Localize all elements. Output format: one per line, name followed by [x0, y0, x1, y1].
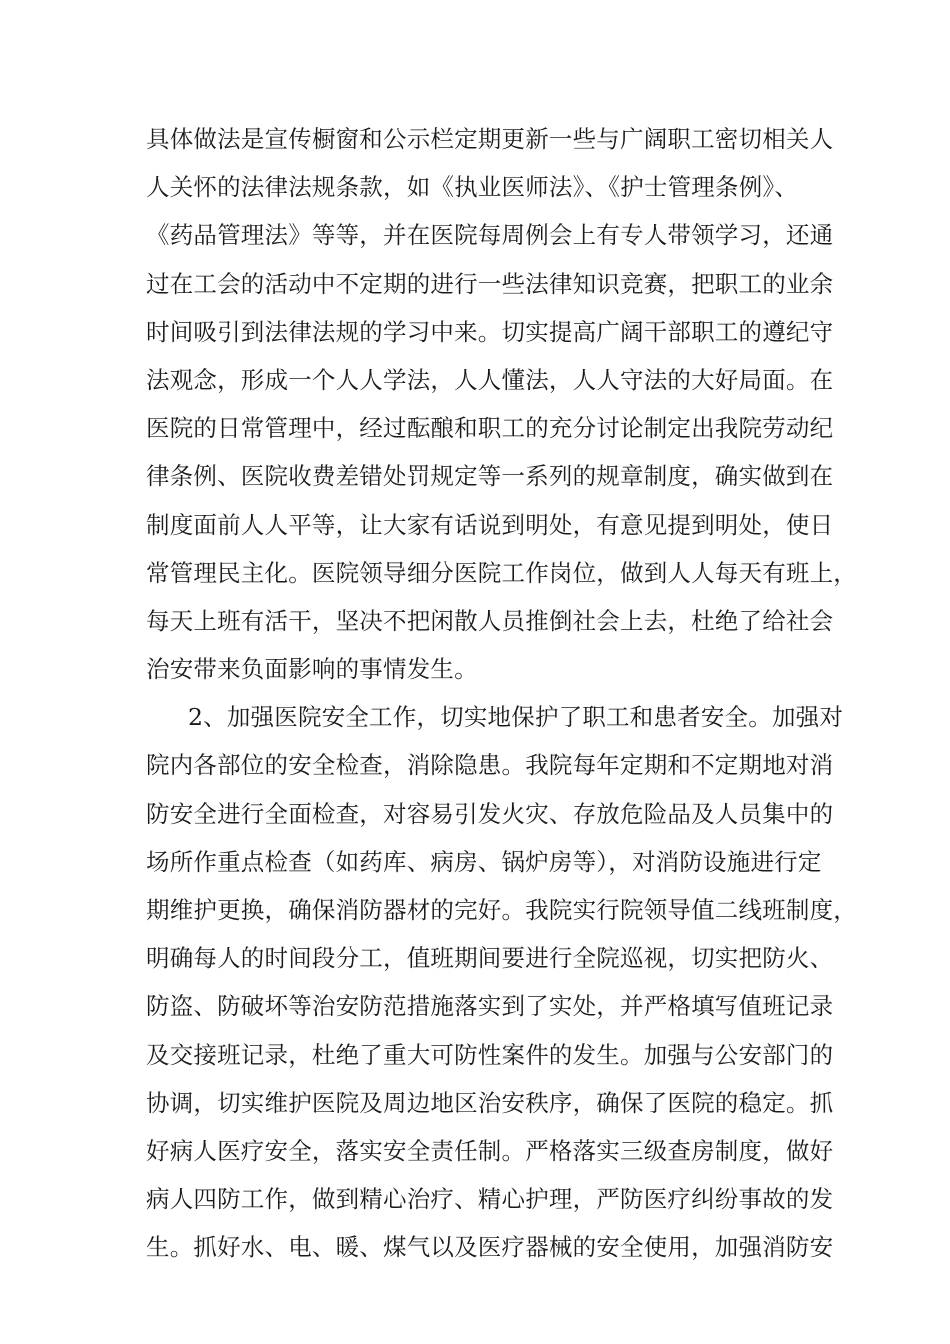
paragraph-line: 院内各部位的安全检查，消除隐患。我院每年定期和不定期地对消 — [146, 751, 834, 780]
paragraph-line: 律条例、医院收费差错处罚规定等一系列的规章制度，确实做到在 — [146, 462, 834, 491]
paragraph-1 — [146, 115, 857, 693]
paragraph-line: 防盗、防破坏等治安防范措施落实到了实处，并严格填写值班记录 — [146, 992, 834, 1021]
paragraph-2 — [146, 693, 857, 1271]
paragraph-line: 好病人医疗安全，落实安全责任制。严格落实三级查房制度，做好 — [146, 1136, 834, 1165]
paragraph-line: 生。抓好水、电、暖、煤气以及医疗器械的安全使用，加强消防安 — [146, 1233, 834, 1262]
paragraph-line: 场所作重点检查（如药库、病房、锅炉房等），对消防设施进行定 — [146, 847, 822, 876]
paragraph-line: 人关怀的法律法规条款，如《执业医师法》、《护士管理条例》、 — [146, 173, 799, 202]
paragraph-line: 2、加强医院安全工作，切实地保护了职工和患者安全。加强对 — [188, 703, 844, 732]
paragraph-line: 期维护更换，确保消防器材的完好。我院实行院领导值二线班制度， — [146, 896, 857, 924]
paragraph-line: 治安带来负面影响的事情发生。 — [146, 655, 478, 684]
document-body — [146, 115, 857, 1272]
paragraph-line: 时间吸引到法律法规的学习中来。切实提高广阔干部职工的遵纪守 — [146, 317, 834, 346]
paragraph-line: 明确每人的时间段分工，值班期间要进行全院巡视，切实把防火、 — [146, 944, 834, 973]
paragraph-line: 医院的日常管理中，经过酝酿和职工的充分讨论制定出我院劳动纪 — [146, 414, 834, 443]
paragraph-line: 制度面前人人平等，让大家有话说到明处，有意见提到明处，使日 — [146, 510, 834, 539]
paragraph-line: 法观念，形成一个人人学法，人人懂法，人人守法的大好局面。在 — [146, 365, 834, 394]
paragraph-line: 及交接班记录，杜绝了重大可防性案件的发生。加强与公安部门的 — [146, 1040, 834, 1069]
paragraph-line: 每天上班有活干，坚决不把闲散人员推倒社会上去，杜绝了给社会 — [146, 606, 834, 635]
paragraph-line: 防安全进行全面检查，对容易引发火灾、存放危险品及人员集中的 — [146, 799, 834, 828]
paragraph-line: 《药品管理法》等等，并在医院每周例会上有专人带领学习，还通 — [146, 221, 834, 250]
paragraph-line: 协调，切实维护医院及周边地区治安秩序，确保了医院的稳定。抓 — [146, 1088, 834, 1117]
paragraph-line: 常管理民主化。医院领导细分医院工作岗位，做到人人每天有班上， — [146, 558, 857, 587]
paragraph-line: 病人四防工作，做到精心治疗、精心护理，严防医疗纠纷事故的发 — [146, 1185, 834, 1214]
paragraph-line: 过在工会的活动中不定期的进行一些法律知识竞赛，把职工的业余 — [146, 269, 834, 298]
paragraph-line: 具体做法是宣传橱窗和公示栏定期更新一些与广阔职工密切相关人 — [146, 125, 834, 153]
